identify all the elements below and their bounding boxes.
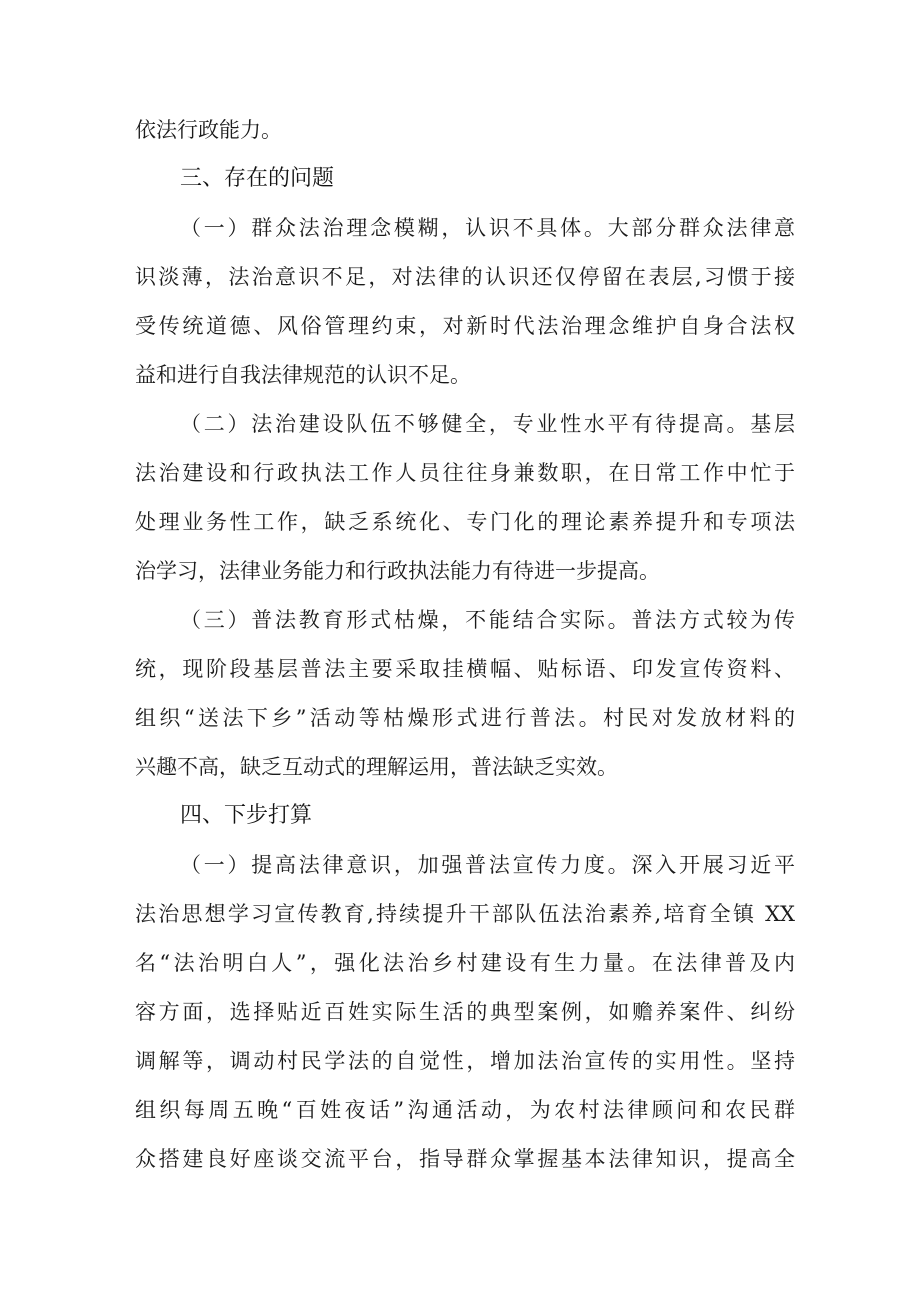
paragraph-line: 组织每周五晚“百姓夜话”沟通活动，为农村法律顾问和农民群 [135,1098,795,1122]
paragraph-line: 处理业务性工作，缺乏系统化、专门化的理论素养提升和专项法 [135,510,795,534]
paragraph-line: 法治建设和行政执法工作人员往往身兼数职，在日常工作中忙于 [135,461,795,485]
paragraph-line: 识淡薄，法治意识不足，对法律的认识还仅停留在表层,习惯于接 [135,265,795,289]
paragraph-line: 众搭建良好座谈交流平台，指导群众掌握基本法律知识，提高全 [135,1147,795,1171]
paragraph-line: 组织“送法下乡”活动等枯燥形式进行普法。村民对发放材料的 [135,706,795,730]
paragraph-line: （三）普法教育形式枯燥，不能结合实际。普法方式较为传 [180,608,795,632]
paragraph-line: 依法行政能力。 [135,118,282,142]
paragraph-line: 法治思想学习宣传教育,持续提升干部队伍法治素养,培育全镇 XX [135,902,795,926]
paragraph-line: （一）群众法治理念模糊，认识不具体。大部分群众法律意 [180,216,795,240]
paragraph-line: 调解等，调动村民学法的自觉性，增加法治宣传的实用性。坚持 [135,1049,795,1073]
paragraph-line: 益和进行自我法律规范的认识不足。 [135,363,471,387]
paragraph-line: （二）法治建设队伍不够健全，专业性水平有待提高。基层 [180,412,795,436]
paragraph-line: 治学习，法律业务能力和行政执法能力有待进一步提高。 [135,559,660,583]
paragraph-line: 兴趣不高，缺乏互动式的理解运用，普法缺乏实效。 [135,755,618,779]
paragraph-line: 受传统道德、风俗管理约束，对新时代法治理念维护自身合法权 [135,314,795,338]
section-heading-problems: 三、存在的问题 [180,166,335,191]
paragraph-line: （一）提高法律意识，加强普法宣传力度。深入开展习近平 [180,853,795,877]
paragraph-line: 名“法治明白人”，强化法治乡村建设有生力量。在法律普及内 [135,951,795,975]
paragraph-line: 统，现阶段基层普法主要采取挂横幅、贴标语、印发宣传资料、 [135,657,795,681]
paragraph-line: 容方面，选择贴近百姓实际生活的典型案例，如赡养案件、纠纷 [135,1000,795,1024]
section-heading-next-steps: 四、下步打算 [180,803,313,828]
